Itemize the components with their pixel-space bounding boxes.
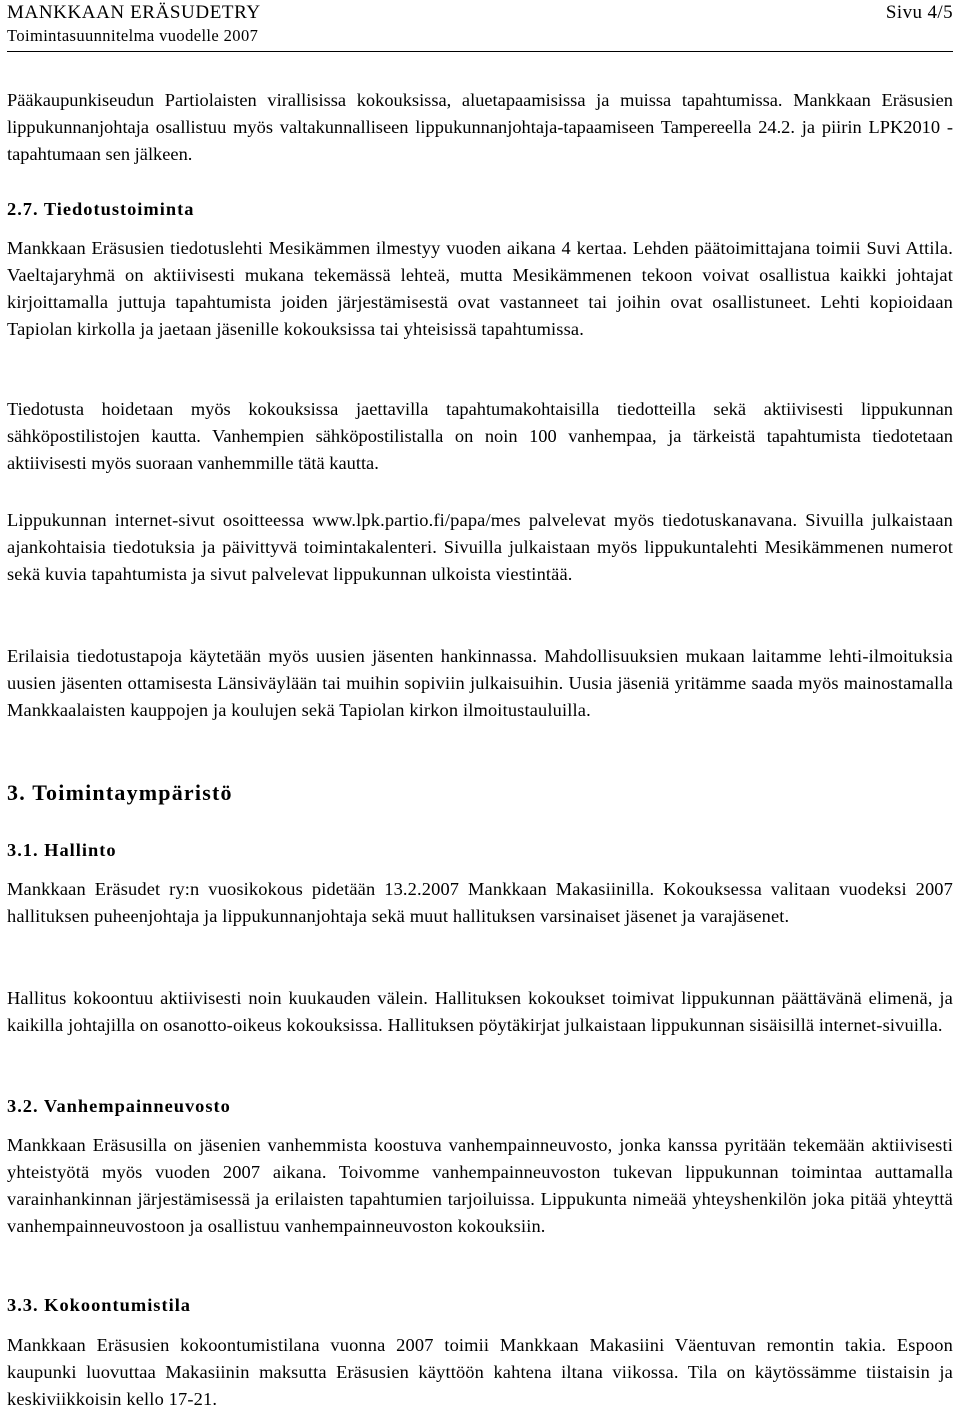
- paragraph: Mankkaan Eräsusilla on jäsenien vanhemmista koostuva vanhempainneuvosto, jonka kanssa pyritään tekemään aktiivisesti yhteistyötä myös vuoden 2007 aikana. Toivomme vanhempainneuvoston tukevan lippukunnan toimintaa auttamalla varainhankinnan järjestämisessä ja erilaisten tapahtumien tarjoiluissa. Lippukunta nimeää yhteyshenkilön joka pitää yhteyttä vanhempainneuvostoon ja osallistuu vanhempainneuvoston kokouksiin.: [7, 1135, 953, 1236]
- section-2-7: [7, 196, 953, 223]
- paragraph: Lippukunnan internet-sivut osoitteessa www.lpk.partio.fi/papa/mes palvelevat myös tiedotuskanavana. Sivuilla julkaistaan ajankohtaisia tiedotuksia ja päivittyvä toimintakalenteri. Sivuilla julkaistaan myös lippukuntalehti Mesikämmenen numerot sekä kuvia tapahtumista ja sivut palvelevat lippukunnan ulkoista viestintää.: [7, 510, 953, 584]
- section-3: [7, 779, 953, 806]
- paragraph: Mankkaan Eräsusien kokoontumistilana vuonna 2007 toimii Mankkaan Makasiini Väentuvan remontin takia. Espoon kaupunki luovuttaa Makasiinin maksutta Eräsusien käyttöön kahtena iltana viikossa. Tila on käytössämme tiistaisin ja keskiviikkoisin kello 17-21.: [7, 1335, 953, 1409]
- paragraph: Tiedotusta hoidetaan myös kokouksissa jaettavilla tapahtumakohtaisilla tiedotteilla sekä aktiivisesti lippukunnan sähköpostilistojen kautta. Vanhempien sähköpostilistalla on noin 100 vanhempaa, ja tärkeistä tapahtumista tiedotetaan aktiivisesti myös suoraan vanhemmille tätä kautta.: [7, 399, 953, 473]
- section-3-2-body-1: [7, 1132, 953, 1240]
- doc-subtitle: Toimintasuunnitelma vuodelle 2007: [7, 26, 259, 45]
- section-3-3: [7, 1292, 953, 1319]
- section-heading-3-1: 3.1. Hallinto: [7, 840, 117, 860]
- section-3-1-body-1: [7, 876, 953, 930]
- section-2-7-body-1: [7, 235, 953, 343]
- section-2-7-body-4: [7, 643, 953, 724]
- paragraph: Mankkaan Eräsudet ry:n vuosikokous pidetään 13.2.2007 Mankkaan Makasiinilla. Kokouksessa valitaan vuodeksi 2007 hallituksen puheenjohtaja ja lippukunnanjohtaja sekä muut hallituksen varsinaiset jäsenet ja varajäsenet.: [7, 879, 953, 926]
- section-3-1-body-2: [7, 985, 953, 1039]
- intro-section: [7, 87, 953, 168]
- section-2-7-body-2: [7, 396, 953, 477]
- section-3-3-body-1: [7, 1332, 953, 1413]
- section-heading-3-3: 3.3. Kokoontumistila: [7, 1295, 192, 1315]
- paragraph: Mankkaan Eräsusien tiedotuslehti Mesikämmen ilmestyy vuoden aikana 4 kertaa. Lehden päätoimittajana toimii Suvi Attila. Vaeltajaryhmä on aktiivisesti mukana tekemässä lehteä, mutta Mesikämmenen tekoon voivat osallistua kaikki johtajat kirjoittamalla juttuja tapahtumista joiden järjestämisestä ovat vastanneet tai joihin ovat osallistuneet. Lehti kopioidaan Tapiolan kirkolla ja jaetaan jäsenille kokouksissa tai yhteisissä tapahtumissa.: [7, 238, 953, 339]
- section-3-2: [7, 1093, 953, 1120]
- org-title: MANKKAAN ERÄSUDETRY: [7, 2, 261, 23]
- section-2-7-body-3: [7, 507, 953, 588]
- document-page: [7, 0, 953, 1409]
- section-heading-3-2: 3.2. Vanhempainneuvosto: [7, 1096, 231, 1116]
- section-heading-2-7: 2.7. Tiedotustoiminta: [7, 199, 195, 219]
- page-header: [7, 0, 953, 52]
- section-heading-3: 3. Toimintaympäristö: [7, 780, 233, 805]
- header-divider: [7, 51, 953, 52]
- paragraph: Hallitus kokoontuu aktiivisesti noin kuukauden välein. Hallituksen kokoukset toimivat lippukunnan päättävänä elimenä, ja kaikilla johtajilla on osanotto-oikeus kokouksissa. Hallituksen pöytäkirjat julkaistaan lippukunnan sisäisillä internet-sivuilla.: [7, 988, 953, 1035]
- intro-paragraph: Pääkaupunkiseudun Partiolaisten virallisissa kokouksissa, aluetapaamisissa ja muissa tapahtumissa. Mankkaan Eräsusien lippukunnanjohtaja osallistuu myös valtakunnalliseen lippukunnanjohtaja-tapaamiseen Tampereella 24.2. ja piirin LPK2010 -tapahtumaan sen jälkeen.: [7, 90, 953, 164]
- section-3-1: [7, 837, 953, 864]
- page-number: Sivu 4/5: [885, 2, 953, 23]
- paragraph: Erilaisia tiedotustapoja käytetään myös uusien jäsenten hankinnassa. Mahdollisuuksien mukaan laitamme lehti-ilmoituksia uusien jäsenten ottamisesta Länsiväylään tai muihin sopiviin julkaisuihin. Uusia jäseniä yritämme saada myös mainostamalla Mankkaalaisten kauppojen ja koulujen sekä Tapiolan kirkon ilmoitustauluilla.: [7, 646, 953, 720]
